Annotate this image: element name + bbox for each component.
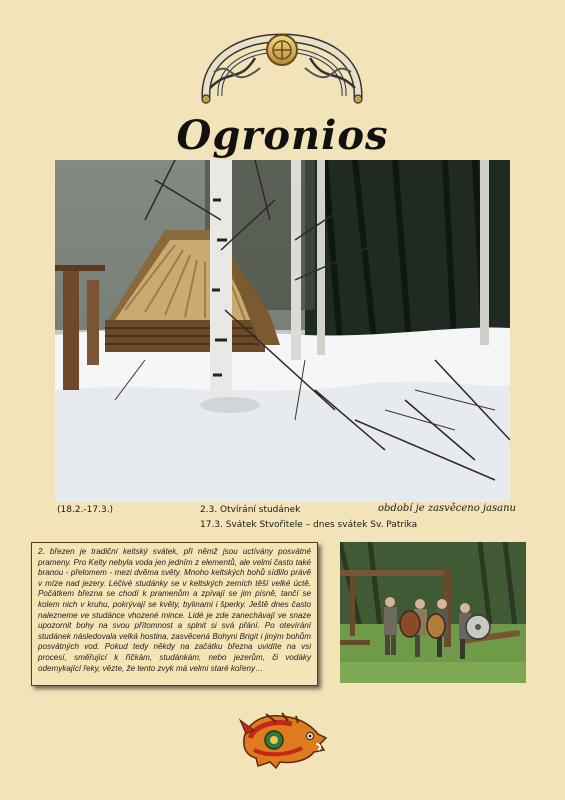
- log-cabin-in-snowy-birch-forest: [55, 160, 510, 502]
- celtic-boar-emblem: [236, 708, 330, 770]
- body-text-box: [31, 542, 318, 686]
- reenactors-with-shields-in-meadow: [340, 542, 526, 683]
- caption-event-1: 2.3. Otvírání studánek: [200, 505, 301, 515]
- caption-event-2: 17.3. Svátek Stvořitele – dnes svátek Sv. Patrika: [200, 520, 418, 530]
- body-text: 2. březen je tradiční keltský svátek, při němž jsou uctívány posvátné prameny. Pro Kelty nebyla voda jen jedním z elementů, ale velmi často také branou - přelomem - mezi dvěma světy. Mnoho keltských bohů sídlilo právě v míze nad jezery. Léčivé studánky se v keltských zemích těší velké úctě. Počátkem března se chodí k pramenům a zpívají se jim písně, tančí se kolem nich v kruhu, pokrývají se květy, bylinami i šperky. Ještě dnes často nalezneme ve studánce vhozené mince. Lidé je zde zanechávají ve snaze upozornit bohy na svou přítomnost a splnit si svá přání. Po otevírání studánek následovala velká hostina, zasvěcená Bohyni Brigit i jiným bohům posvátných vod. Pokud tedy někdy na začátku března uvidíte na vsi procesí, směřující k říčkám, studánkám, nebo jezerům, či vodáky odemykající řeky, vězte, že tento zvyk má velmi staré kořeny…: [38, 547, 311, 673]
- caption-dates: (18.2.-17.3.): [57, 505, 114, 515]
- celtic-knot-ornament: [200, 28, 365, 106]
- caption-tree: období je zasvěceno jasanu: [378, 503, 516, 514]
- page-title: Ogronios: [176, 112, 389, 159]
